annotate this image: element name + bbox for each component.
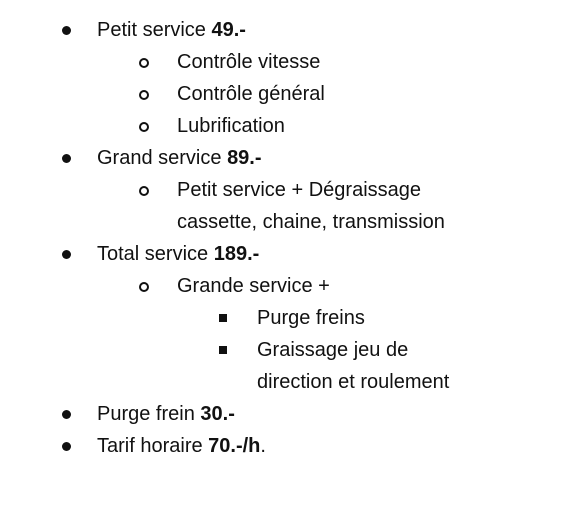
item-label: Total service: [97, 243, 214, 265]
subsubitem: Graissage jeu de: [257, 339, 409, 361]
item-price: 70.-/h: [208, 435, 261, 457]
bullet-circle-icon: [139, 58, 149, 68]
bullet-disc-icon: [62, 154, 71, 163]
item-label: Petit service: [97, 19, 212, 41]
bullet-circle-icon: [139, 282, 149, 292]
bullet-circle-icon: [139, 90, 149, 100]
subitem: Petit service + Dégraissage: [177, 179, 422, 201]
list-item-grand-service: [97, 142, 262, 174]
subitem: Contrôle général: [177, 83, 325, 105]
item-price: 49.-: [211, 19, 246, 41]
item-label: Grand service: [97, 147, 228, 169]
list-item-tarif-horaire: [97, 430, 266, 462]
item-label: Tarif horaire: [97, 435, 209, 457]
item-price: 30.-: [200, 403, 235, 425]
bullet-circle-icon: [139, 186, 149, 196]
subitem: Grande service +: [177, 275, 330, 297]
item-price: 189.-: [213, 243, 260, 265]
item-suffix: .: [260, 435, 266, 457]
bullet-square-icon: [219, 346, 227, 354]
bullet-disc-icon: [62, 250, 71, 259]
bullet-circle-icon: [139, 122, 149, 132]
subitem: Lubrification: [177, 115, 285, 137]
list-item-purge-frein: [97, 398, 235, 430]
bullet-disc-icon: [62, 26, 71, 35]
subitem-continuation: cassette, chaine, transmission: [177, 211, 445, 233]
list-item-petit-service: [97, 14, 246, 46]
item-price: 89.-: [227, 147, 262, 169]
subitem: Contrôle vitesse: [177, 51, 321, 73]
subsubitem-continuation: direction et roulement: [257, 371, 450, 393]
list-item-total-service: [97, 238, 259, 270]
bullet-disc-icon: [62, 442, 71, 451]
item-label: Purge frein: [97, 403, 201, 425]
subsubitem: Purge freins: [257, 307, 365, 329]
bullet-square-icon: [219, 314, 227, 322]
bullet-disc-icon: [62, 410, 71, 419]
